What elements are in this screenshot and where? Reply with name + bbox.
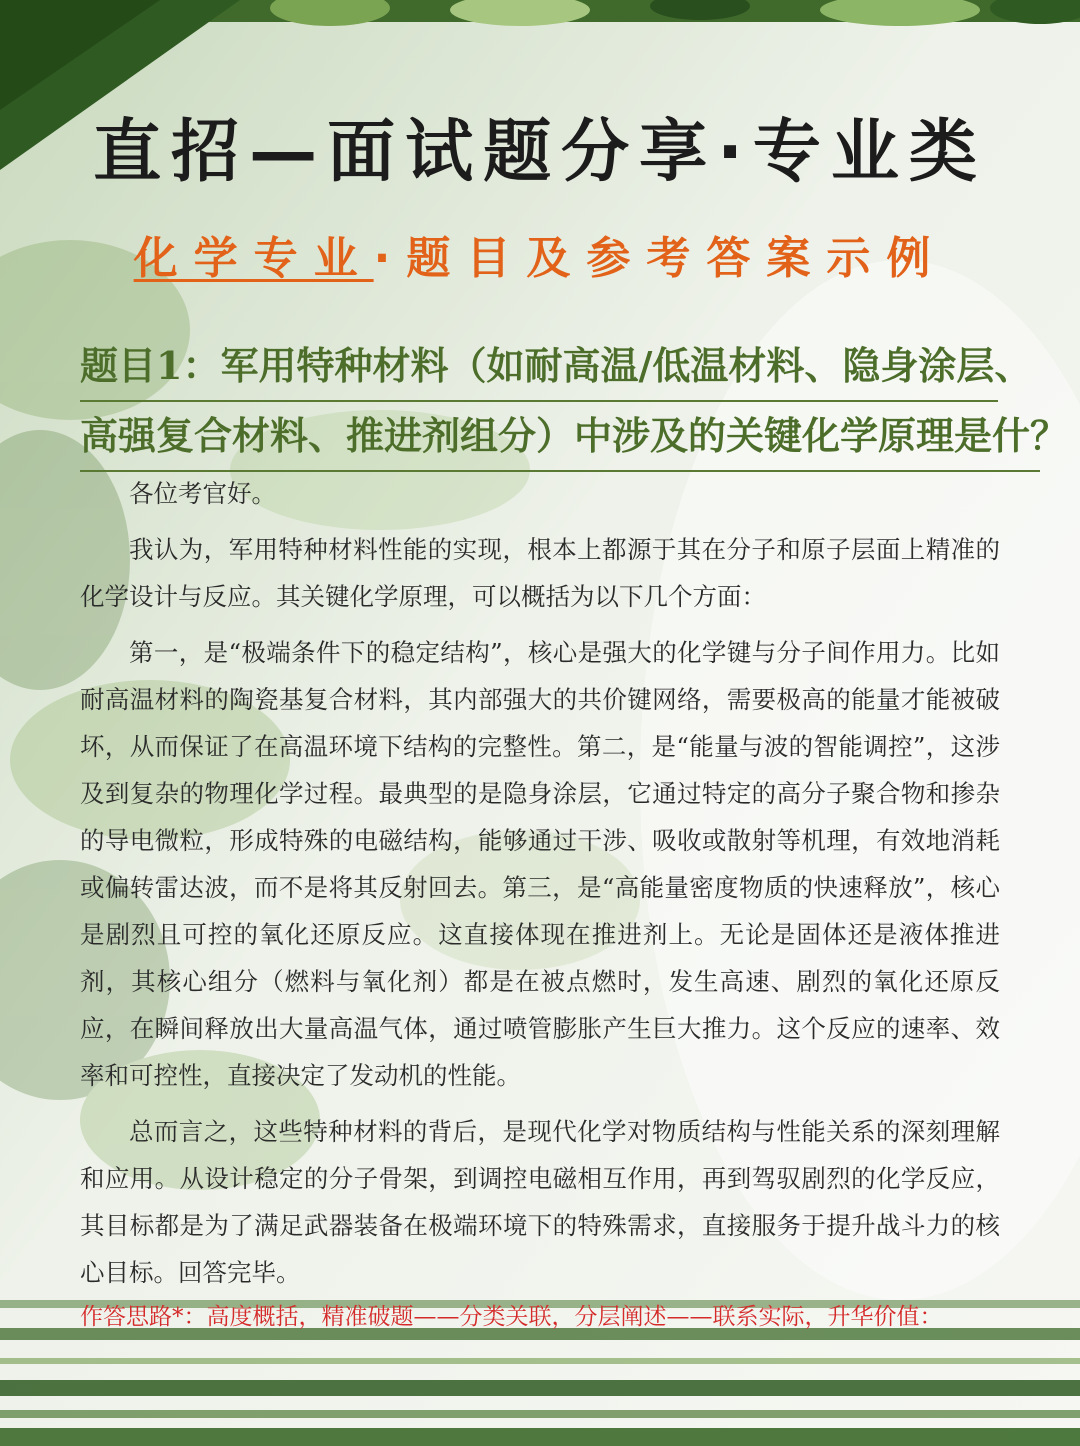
answer-tip: 作答思路*：高度概括，精准破题——分类关联，分层阐述——联系实际，升华价值： (80, 1304, 943, 1330)
paragraph-greeting: 各位考官好。 (129, 479, 276, 508)
paragraph-main: 第一，是“极端条件下的稳定结构”，核心是强大的化学键与分子间作用力。比如耐高温材料的陶瓷基复合材料，其内部强大的共价键网络，需要极高的能量才能被破坏，从而保证了在高温环境下结构的完整性。第二，是“能量与波的智能调控”，这涉及到复杂的物理化学过程。最典型的是隐身涂层，它通过特定的高分子聚合物和掺杂的导电微粒，形成特殊的电磁结构，能够通过干涉、吸收或散射等机理，有效地消耗或偏转雷达波，而不是将其反射回去。第三，是“高能量密度物质的快速释放”，核心是剧烈且可控的氧化还原反应。这直接体现在推进剂上。无论是固体还是液体推进剂，其核心组分（燃料与氧化剂）都是在被点燃时，发生高速、剧烈的氧化还原反应，在瞬间释放出大量高温气体，通过喷管膨胀产生巨大推力。这个反应的速率、效率和可控性，直接决定了发动机的性能。 (80, 638, 1000, 1090)
answer-body (80, 470, 1000, 1305)
subtitle-rest: ·题目及参考答案示例 (373, 233, 947, 284)
subtitle-major: 化学专业 (133, 233, 374, 284)
page-title: 直招—面试题分享·专业类 (93, 113, 987, 192)
question-line-1: 题目1：军用特种材料（如耐高温/低温材料、隐身涂层、 (80, 332, 998, 402)
paragraph-intro: 我认为，军用特种材料性能的实现，根本上都源于其在分子和原子层面上精准的化学设计与反应。其关键化学原理，可以概括为以下几个方面： (80, 535, 1000, 611)
paragraph-summary: 总而言之，这些特种材料的背后，是现代化学对物质结构与性能关系的深刻理解和应用。从设计稳定的分子骨架，到调控电磁相互作用，再到驾驭剧烈的化学反应，其目标都是为了满足武器装备在极端环境下的特殊需求，直接服务于提升战斗力的核心目标。回答完毕。 (80, 1117, 1000, 1287)
question-heading (80, 332, 1069, 472)
subtitle (0, 222, 1080, 286)
question-line-2: 高强复合材料、推进剂组分）中涉及的关键化学原理是什？ (80, 402, 1040, 472)
